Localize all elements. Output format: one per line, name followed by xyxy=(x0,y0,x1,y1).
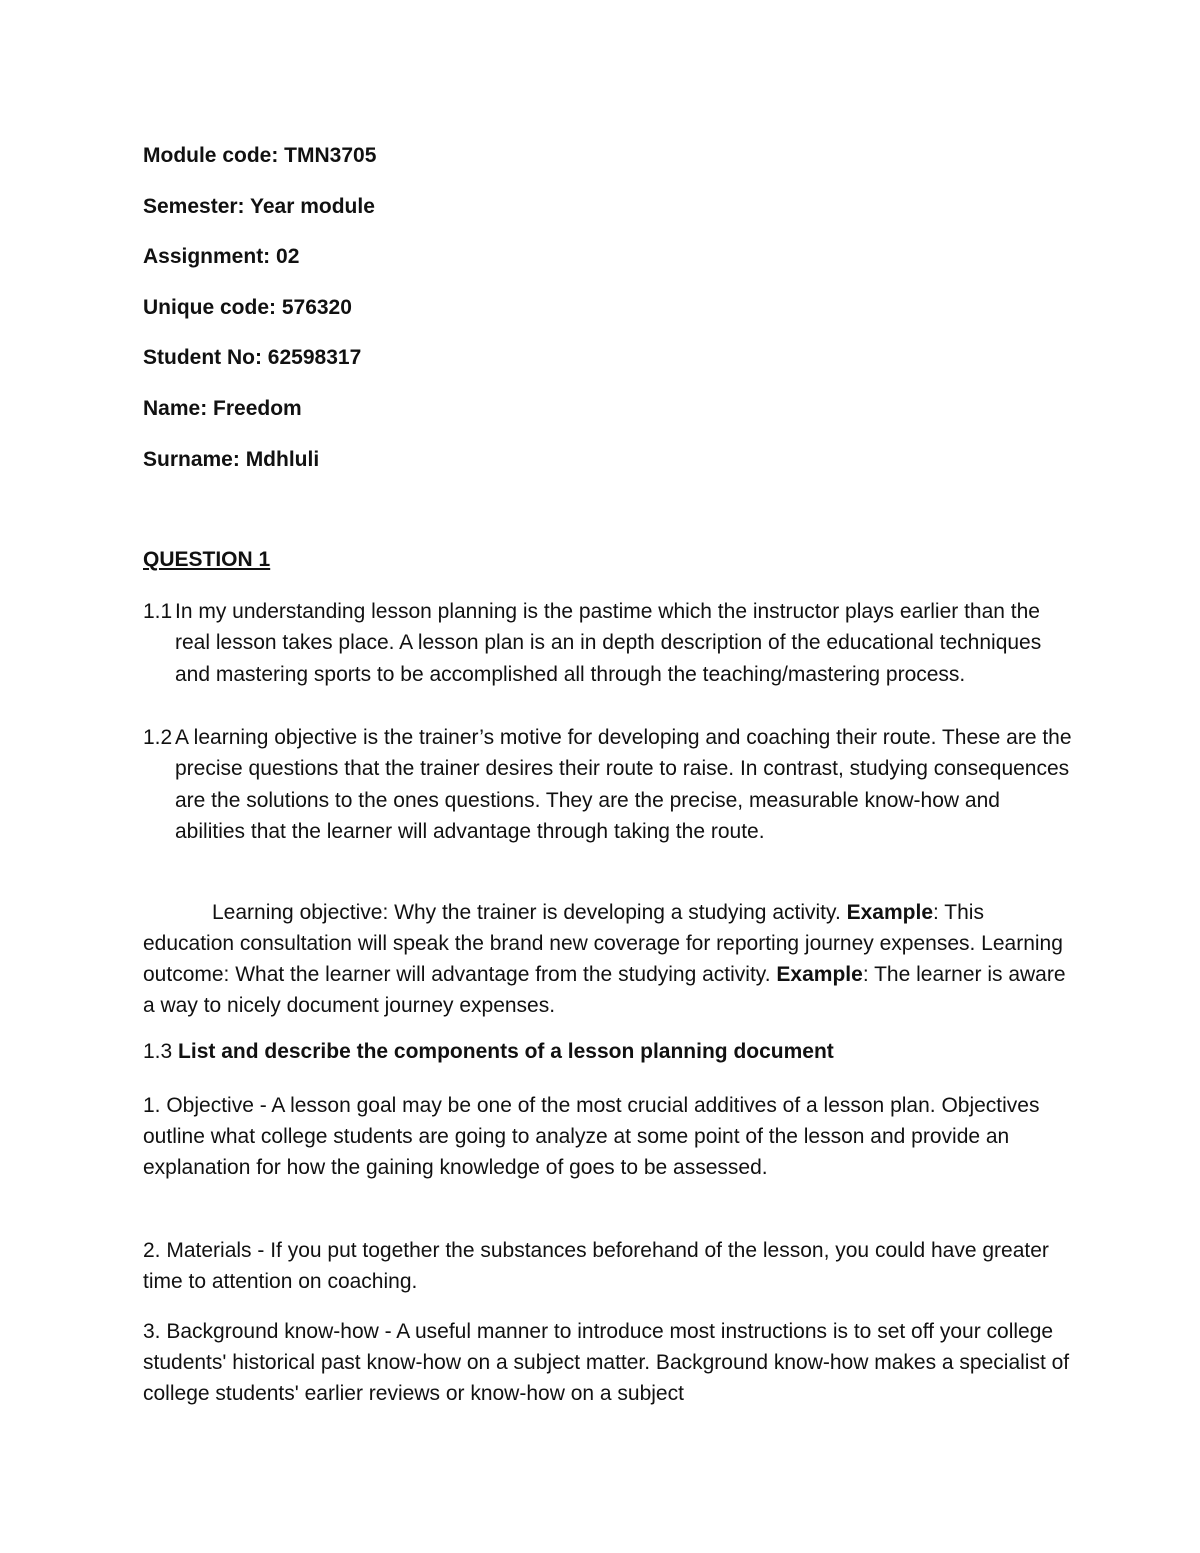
learning-text-part1: Learning objective: Why the trainer is developing a studying activity. xyxy=(212,901,847,924)
section-1-3-number: 1.3 xyxy=(143,1040,179,1063)
answer-1-2 xyxy=(143,722,1073,847)
learning-objective-paragraph xyxy=(143,897,1078,1021)
student-name: Name: Freedom xyxy=(143,397,302,420)
answer-1-1-text: In my understanding lesson planning is the pastime which the instructor plays earlier than the real lesson takes place. A lesson plan is an in depth description of the educational techniques and mastering sports to be accomplished all through the teaching/mastering process. xyxy=(175,600,1042,686)
unique-code: Unique code: 576320 xyxy=(143,296,352,319)
learning-text-part3: : The learner is aware a way to nicely document journey expenses. xyxy=(143,963,1066,1017)
learning-text-part2: : This education consultation will speak the brand new coverage for reporting journey expenses. Learning outcome: What the learner will advantage from the studying activity. xyxy=(143,901,1063,986)
student-number: Student No: 62598317 xyxy=(143,346,362,369)
component-background: 3. Background know-how - A useful manner to introduce most instructions is to set off your college students' historical past know-how on a subject matter. Background know-how makes a specialist of college students' earlier reviews or know-how on a subject xyxy=(143,1320,1070,1405)
answer-1-2-text: A learning objective is the trainer’s motive for developing and coaching their route. These are the precise questions that the trainer desires their route to raise. In contrast, studying consequences are the solutions to the ones questions. They are the precise, measurable know-how and abilities that the learner will advantage through taking the route. xyxy=(175,726,1072,843)
example-label-2: Example xyxy=(776,963,863,986)
module-code: Module code: TMN3705 xyxy=(143,144,377,167)
section-1-3-heading xyxy=(143,1040,834,1064)
answer-1-1 xyxy=(143,596,1073,690)
example-label-1: Example xyxy=(846,901,934,924)
component-objective: 1. Objective - A lesson goal may be one of the most crucial additives of a lesson plan. Objectives outline what college students are going to analyze at some point of the lesson and provide an explanation for how the gaining knowledge of goes to be assessed. xyxy=(143,1094,1040,1179)
component-materials: 2. Materials - If you put together the substances beforehand of the lesson, you could have greater time to attention on coaching. xyxy=(143,1239,1049,1293)
assignment: Assignment: 02 xyxy=(143,245,300,268)
question-title: QUESTION 1 xyxy=(143,548,271,571)
answer-1-2-number: 1.2 xyxy=(143,726,173,749)
section-1-3-title: List and describe the components of a lesson planning document xyxy=(178,1040,834,1063)
answer-1-1-number: 1.1 xyxy=(143,600,173,623)
semester: Semester: Year module xyxy=(143,195,375,218)
student-surname: Surname: Mdhluli xyxy=(143,448,320,471)
